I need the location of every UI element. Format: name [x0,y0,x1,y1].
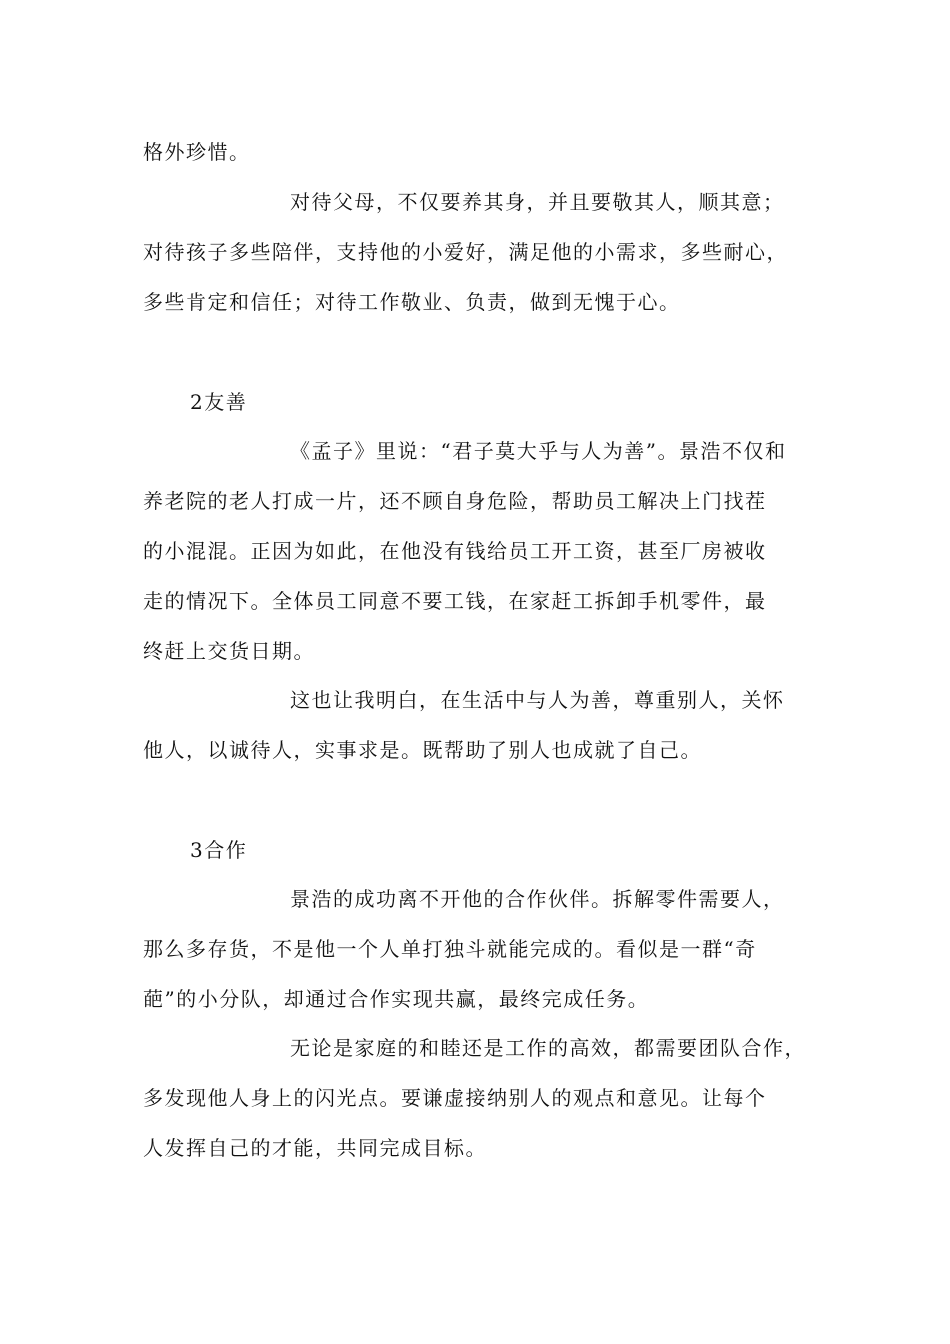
section-heading-friendly: 2友善 [190,390,248,414]
text-line: 那么多存货，不是他一个人单打独斗就能完成的。看似是一群“奇 [143,937,757,961]
paragraph-start: 景浩的成功离不开他的合作伙伴。拆解零件需要人， [290,887,785,911]
text-line: 走的情况下。全体员工同意不要工钱，在家赶工拆卸手机零件，最 [143,589,767,613]
text-line: 多些肯定和信任；对待工作敬业、负责，做到无愧于心。 [143,290,681,314]
section-heading-cooperation: 3合作 [190,838,248,862]
text-line: 葩”的小分队，却通过合作实现共赢，最终完成任务。 [143,987,650,1011]
paragraph-start: 无论是家庭的和睦还是工作的高效，都需要团队合作， [290,1036,806,1060]
text-line: 终赶上交货日期。 [143,639,315,663]
text-line: 格外珍惜。 [143,140,251,164]
text-line: 的小混混。正因为如此，在他没有钱给员工开工资，甚至厂房被收 [143,539,767,563]
paragraph-start: 《孟子》里说：“君子莫大乎与人为善”。景浩不仅和 [290,439,787,463]
text-line: 对待孩子多些陪伴，支持他的小爱好，满足他的小需求，多些耐心， [143,240,788,264]
text-line: 人发挥自己的才能，共同完成目标。 [143,1136,487,1160]
text-line: 多发现他人身上的闪光点。要谦虚接纳别人的观点和意见。让每个 [143,1086,767,1110]
text-line: 他人，以诚待人，实事求是。既帮助了别人也成就了自己。 [143,738,702,762]
paragraph-start: 这也让我明白，在生活中与人为善，尊重别人，关怀 [290,688,785,712]
paragraph-start: 对待父母，不仅要养其身，并且要敬其人，顺其意； [290,190,785,214]
text-line: 养老院的老人打成一片，还不顾自身危险，帮助员工解决上门找茬 [143,489,767,513]
